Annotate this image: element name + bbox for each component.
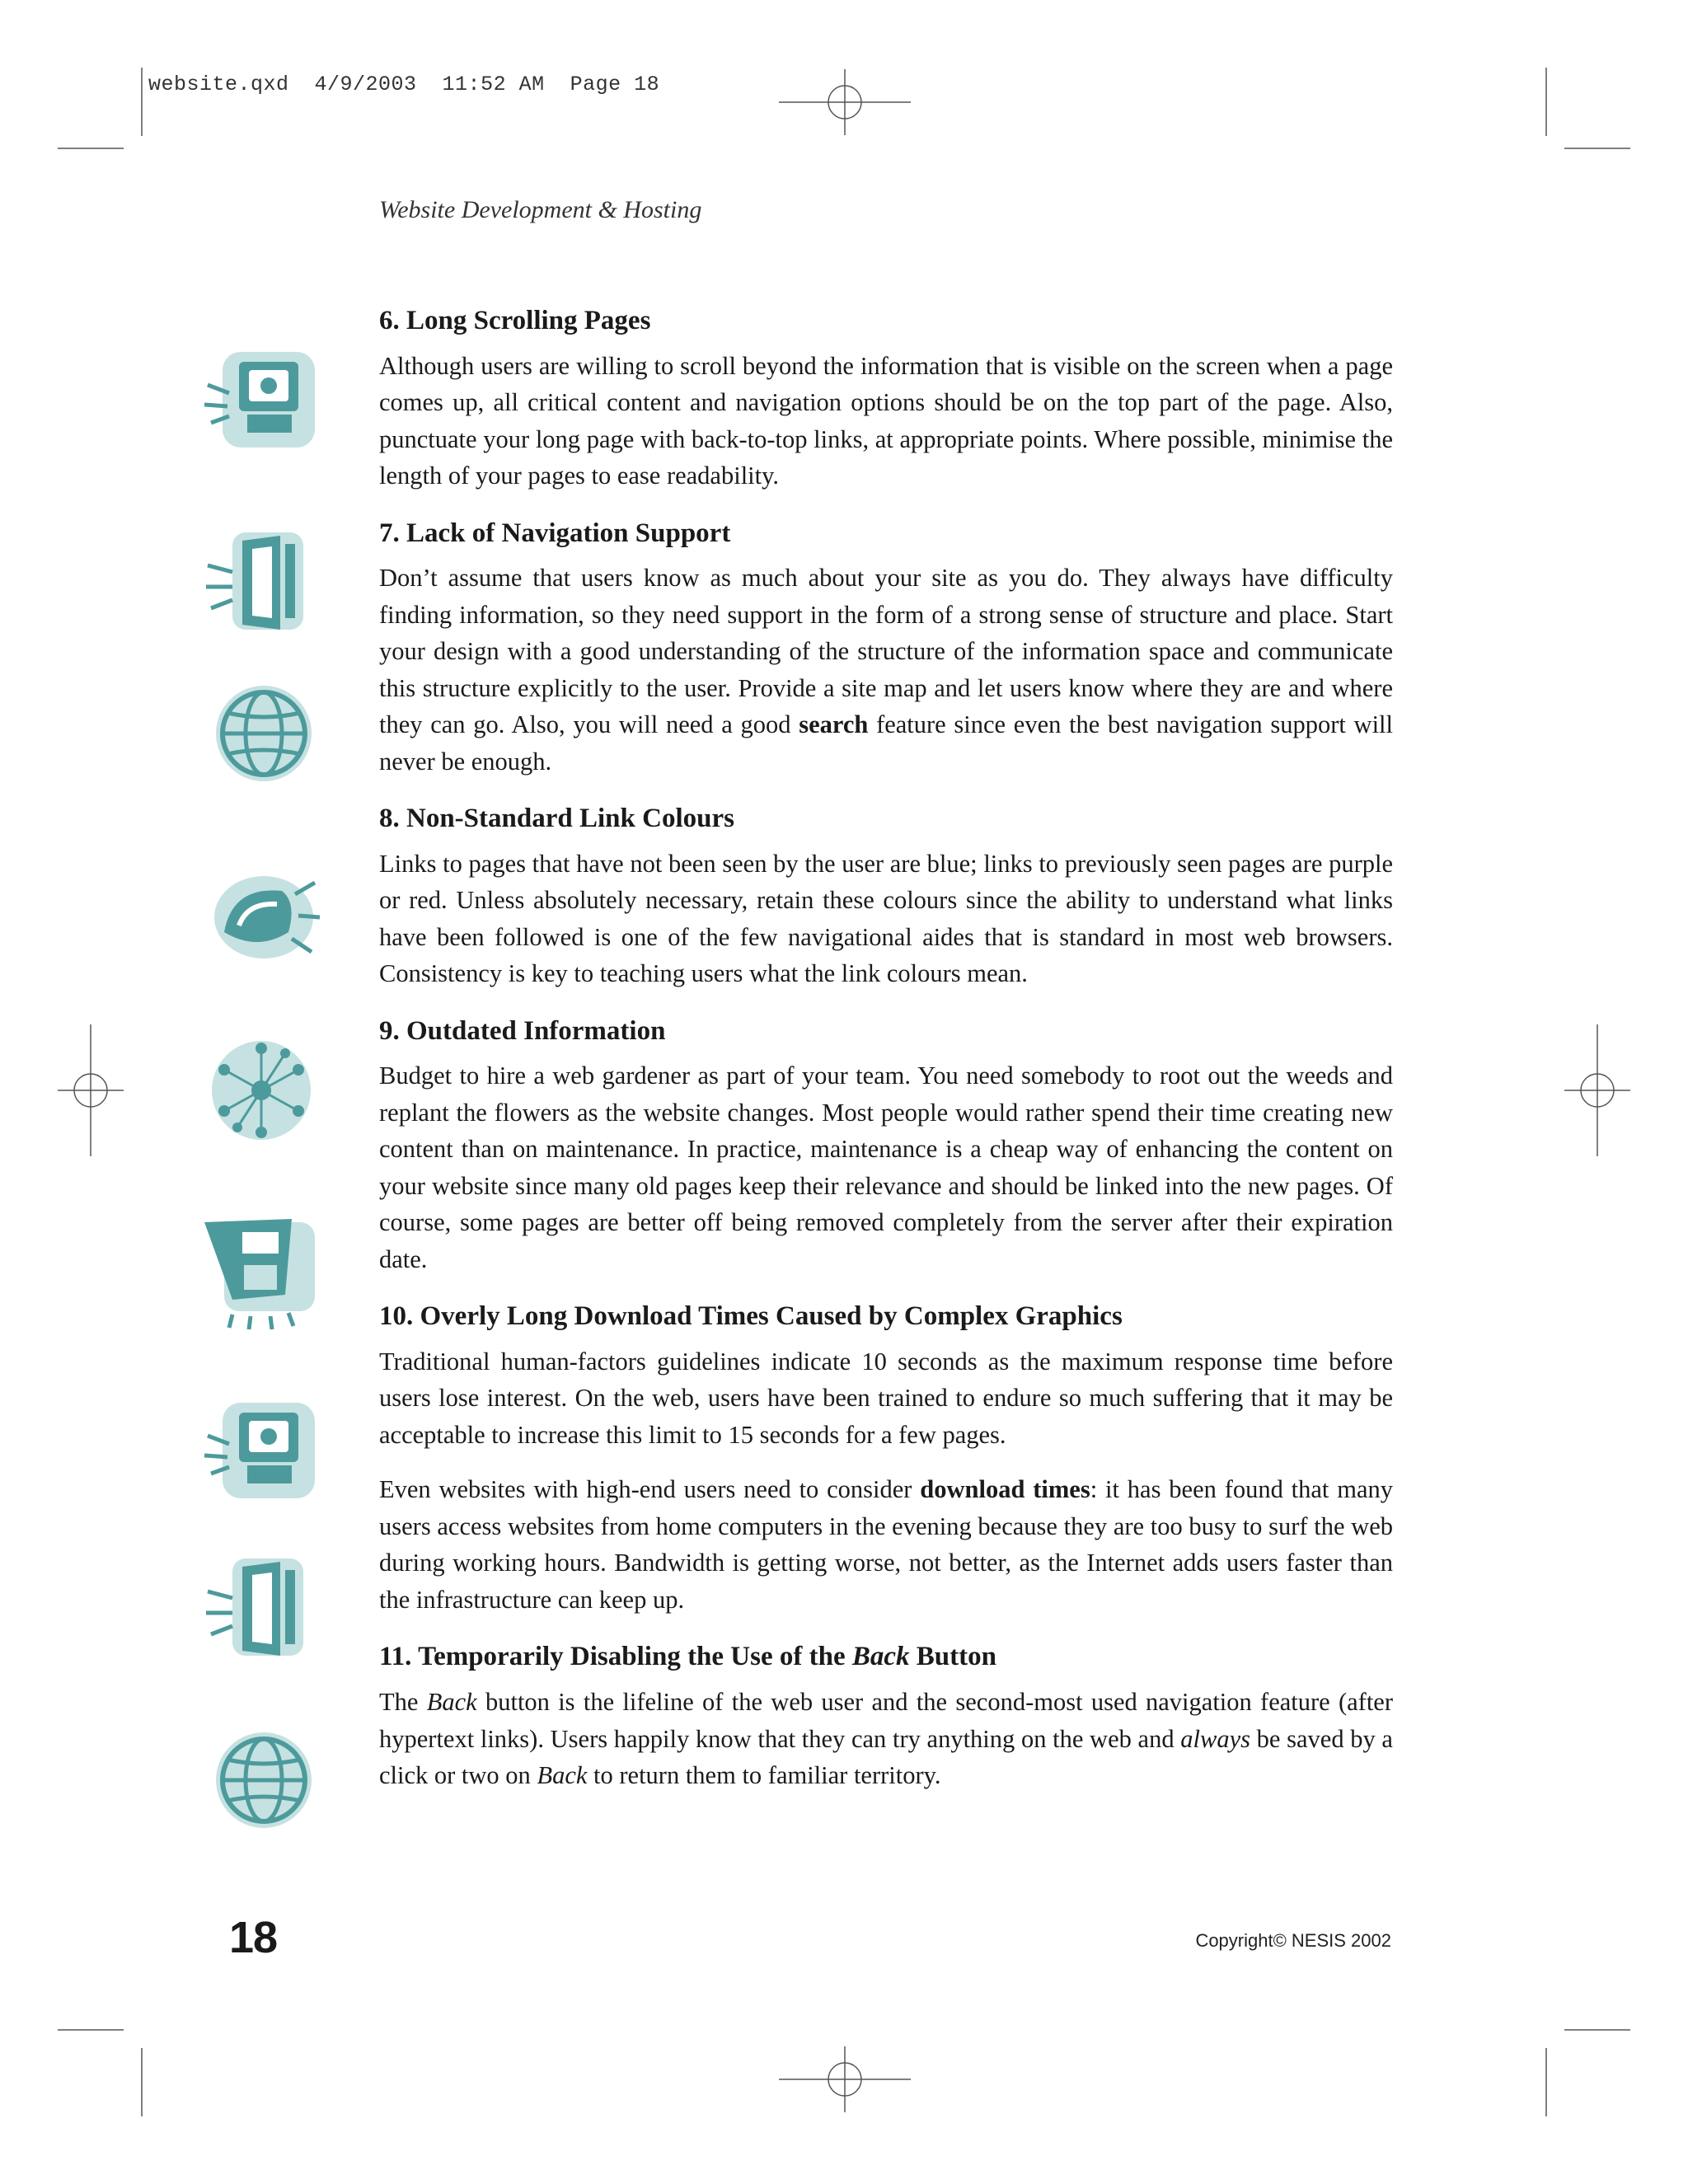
section-paragraph: Traditional human-factors guidelines indicate 10 seconds as the maximum response time before users lose interest. On the web, users have been trained to endure so much suffering that it may be acceptable to increase this limit to 15 seconds for a few pages. [379, 1347, 1393, 1449]
text-run: Even websites with high-end users need to consider [379, 1475, 921, 1504]
section-heading: 8. Non-Standard Link Colours [379, 804, 734, 834]
text-run: Button [909, 1642, 996, 1672]
italic-term: always [1180, 1724, 1250, 1753]
section-non-standard-link-colours [379, 803, 1393, 992]
text-run: 11. Temporarily Disabling the Use of the [379, 1642, 852, 1672]
page-number: 18 [229, 1913, 278, 1962]
section-paragraph [379, 1471, 1393, 1618]
section-heading [379, 1641, 1393, 1674]
section-paragraph [379, 1684, 1393, 1794]
tower-icon [199, 519, 323, 643]
computer-icon [199, 334, 323, 457]
registration-mark-bottom [779, 2046, 911, 2112]
section-paragraph: Budget to hire a web gardener as part of your team. You need somebody to root out the weeds and replant the flowers as the website changes. Most people would rather spend their time creating new content than on maintenance. In practice, maintenance is a cheap way of enhancing the content on your website since many old pages keep their relevance and should be linked into the new pages. Of course, some pages are better off being removed completely from the server after their expiration date. [379, 1062, 1393, 1273]
section-paragraph: Links to pages that have not been seen by the user are blue; links to previously seen pages are purple or red. Unless absolutely necessary, retain these colours since the ability to understand what links have been followed is one of the few navigational aides that is standard in most web browsers. Consistency is key to teaching users what the link colours mean. [379, 849, 1393, 988]
section-heading: 6. Long Scrolling Pages [379, 306, 651, 335]
registration-mark-top [779, 69, 911, 135]
bold-term: download times [920, 1475, 1090, 1504]
italic-term: Back [851, 1642, 910, 1672]
section-paragraph [379, 560, 1393, 780]
slug-line: website.qxd 4/9/2003 11:52 AM Page 18 [148, 73, 660, 96]
section-long-scrolling-pages [379, 305, 1393, 494]
text-run: : it has been found that many users access websites from home computers in the evening because they are too busy to surf the web during working hours. Bandwidth is getting worse, not better, as the Internet adds users faster than the infrastructure can keep up. [379, 1475, 1393, 1614]
tower-icon [199, 1545, 323, 1669]
article-body [379, 305, 1393, 1817]
text-run: The [379, 1688, 427, 1717]
text-run: be saved by a click or two on [379, 1724, 1393, 1790]
bold-term: search [799, 710, 869, 739]
section-overly-long-download-times [379, 1301, 1393, 1618]
registration-mark-left [58, 1024, 124, 1156]
mouse-icon [199, 853, 323, 977]
section-lack-of-navigation-support [379, 518, 1393, 780]
running-head: Website Development & Hosting [379, 196, 702, 223]
text-run: feature since even the best navigation support will never be enough. [379, 710, 1393, 776]
text-run: button is the lifeline of the web user and the second-most used navigation feature (after hypertext links). Users happily know that they can try anything on the web and [379, 1688, 1394, 1753]
section-paragraph: Although users are willing to scroll beyond the information that is visible on the screen when a page comes up, all critical content and navigation options should be on the top part of the page. Also, punctuate your long page with back-to-top links, at appropriate points. Where possible, minimise the length of your pages to ease readability. [379, 351, 1393, 490]
registration-mark-right [1564, 1024, 1630, 1156]
text-run: Don’t assume that users know as much about your site as you do. They always have difficulty finding information, so they need support in the form of a strong sense of structure and place. Start your design with a good understanding of the structure of the information space and communicate this structure explicitly to the user. Provide a site map and let users know where they are and where they can go. Also, you will need a good [379, 564, 1393, 739]
copyright-notice: Copyright© NESIS 2002 [1195, 1930, 1391, 1951]
text-run: to return them to familiar territory. [587, 1761, 941, 1790]
computer-icon [199, 1385, 323, 1508]
section-heading: 10. Overly Long Download Times Caused by Complex Graphics [379, 1301, 1123, 1332]
floppy-icon [199, 1207, 323, 1331]
globe-icon [199, 1718, 323, 1842]
section-disabling-back-button [379, 1641, 1393, 1793]
globe-icon [199, 672, 323, 795]
network-icon [199, 1029, 323, 1152]
italic-term: Back [426, 1688, 477, 1717]
section-heading: 7. Lack of Navigation Support [379, 518, 731, 548]
section-outdated-information [379, 1015, 1393, 1278]
italic-term: Back [537, 1761, 588, 1790]
section-heading: 9. Outdated Information [379, 1015, 666, 1046]
